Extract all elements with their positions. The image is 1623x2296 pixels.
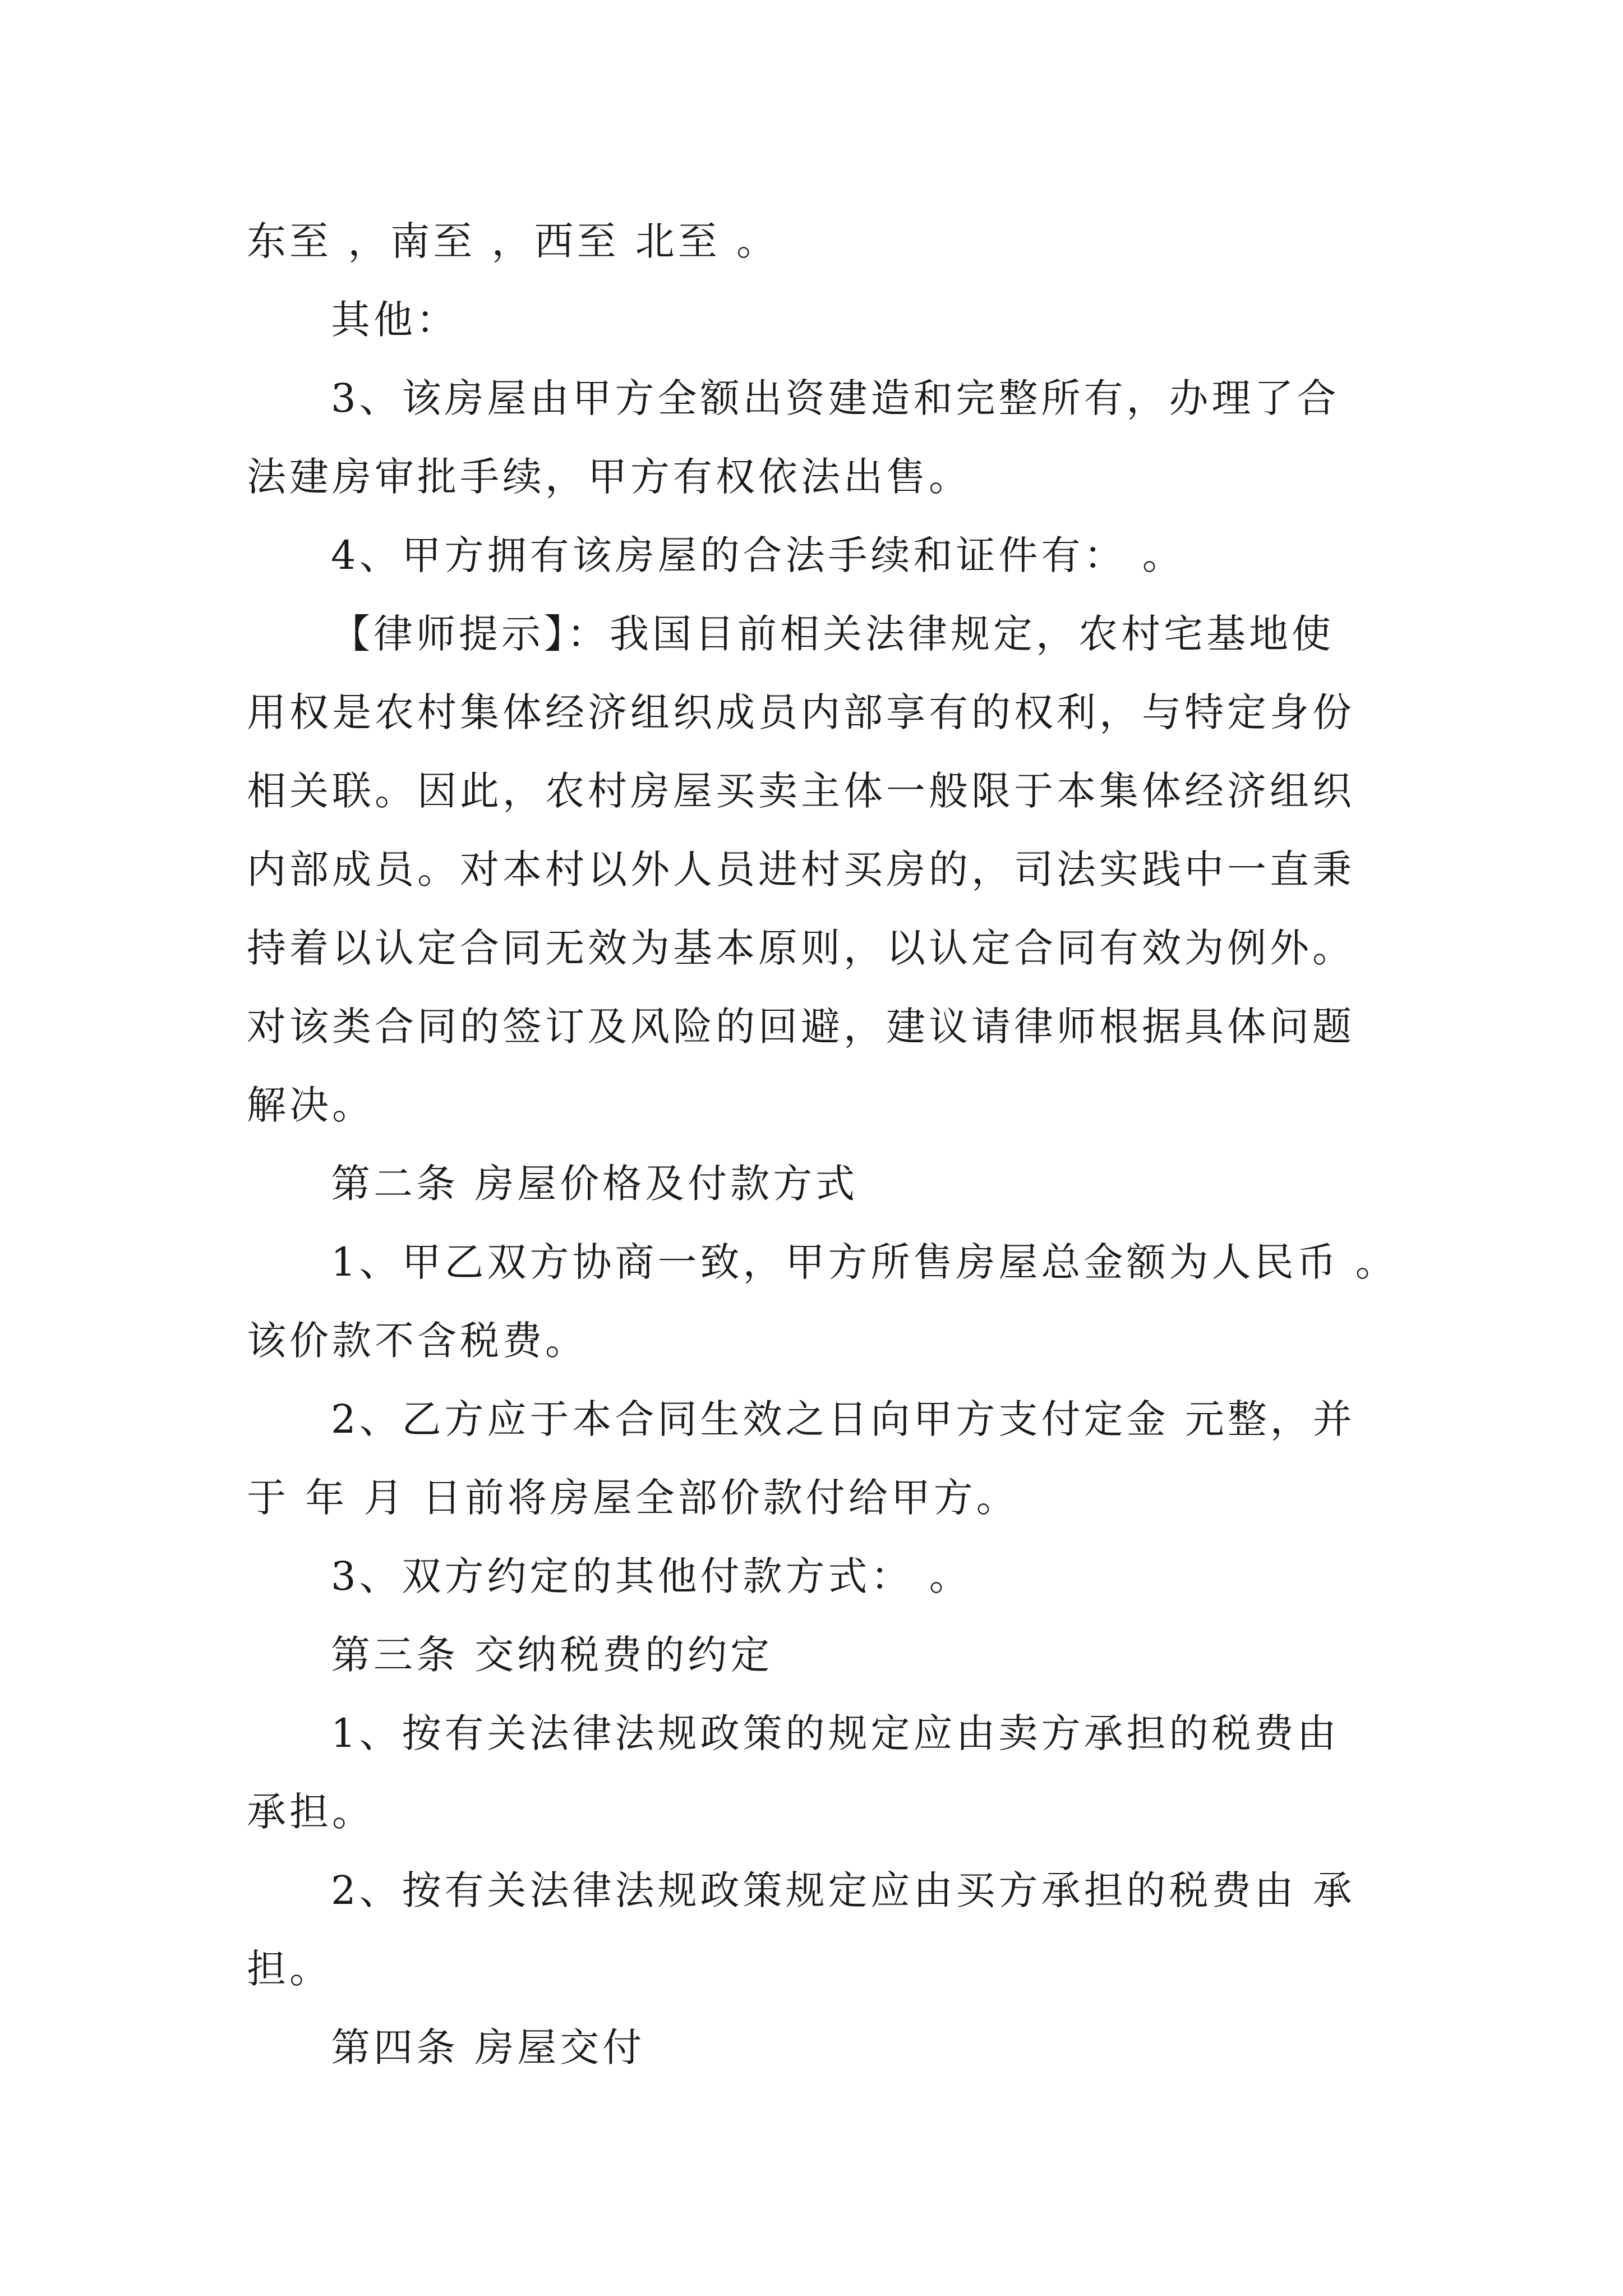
lawyer-tip-line-3: 相关联。因此，农村房屋买卖主体一般限于本集体经济组织 — [247, 768, 1355, 814]
article-2-item-2-line-2: 于 年 月 日前将房屋全部价款付给甲方。 — [247, 1475, 1019, 1521]
article-2-item-2-line-1: 2、乙方应于本合同生效之日向甲方支付定金 元整，并 — [331, 1396, 1355, 1442]
clause-4-line: 4、甲方拥有该房屋的合法手续和证件有： 。 — [331, 532, 1185, 578]
lawyer-tip-line-5: 持着以认定合同无效为基本原则，以认定合同有效为例外。 — [247, 925, 1355, 971]
article-4-heading: 第四条 房屋交付 — [331, 2024, 645, 2070]
boundary-line: 东至 ，南至 ，西至 北至 。 — [247, 218, 780, 264]
article-2-heading: 第二条 房屋价格及付款方式 — [331, 1161, 859, 1207]
article-2-item-1-line-2: 该价款不含税费。 — [247, 1318, 588, 1364]
article-2-item-1-line-1: 1、甲乙双方协商一致，甲方所售房屋总金额为人民币 。 — [331, 1239, 1398, 1285]
lawyer-tip-line-6: 对该类合同的签订及风险的回避，建议请律师根据具体问题 — [247, 1004, 1355, 1050]
article-3-item-2-line-1: 2、按有关法律法规政策规定应由买方承担的税费由 承 — [331, 1867, 1355, 1913]
lawyer-tip-line-2: 用权是农村集体经济组织成员内部享有的权利，与特定身份 — [247, 689, 1355, 735]
article-3-heading: 第三条 交纳税费的约定 — [331, 1632, 773, 1678]
article-3-item-1-line-2: 承担。 — [247, 1789, 375, 1835]
article-3-item-1-line-1: 1、按有关法律法规政策的规定应由卖方承担的税费由 — [331, 1710, 1340, 1756]
document-body — [247, 202, 1398, 2087]
lawyer-tip-line-4: 内部成员。对本村以外人员进村买房的，司法实践中一直秉 — [247, 846, 1355, 892]
article-2-item-3-line: 3、双方约定的其他付款方式： 。 — [331, 1553, 972, 1599]
clause-3-line-1: 3、该房屋由甲方全额出资建造和完整所有，办理了合 — [331, 375, 1340, 421]
lawyer-tip-line-7: 解决。 — [247, 1082, 375, 1128]
other-label: 其他： — [331, 297, 459, 343]
lawyer-tip-line-1: 【律师提示】：我国目前相关法律规定，农村宅基地使 — [331, 611, 1334, 657]
article-3-item-2-line-2: 担。 — [247, 1946, 332, 1992]
clause-3-line-2: 法建房审批手续，甲方有权依法出售。 — [247, 454, 971, 500]
